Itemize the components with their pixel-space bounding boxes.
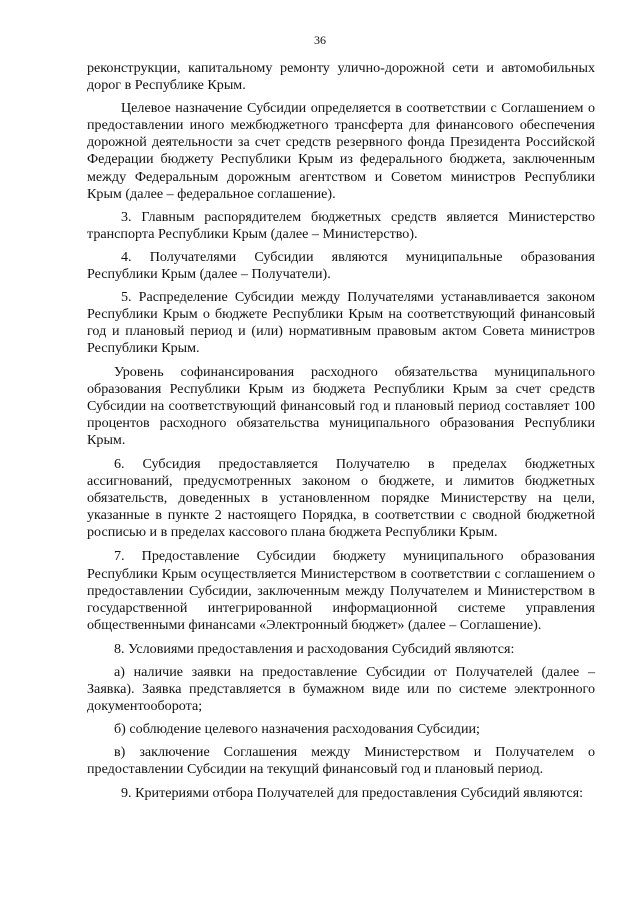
paragraph-item-8a: а) наличие заявки на предоставление Субсидии от Получателей (далее – Заявка). Заявка представляется в бумажном виде или по системе электронного документооборота; (87, 664, 595, 715)
paragraph-item-5: 5. Распределение Субсидии между Получателями устанавливается законом Республики Крым о бюджете Республики Крым на соответствующий финансовый год и плановый период и (или) нормативным правовым актом Совета министров Республики Крым. (87, 289, 595, 357)
page-number: 36 (314, 33, 326, 47)
paragraph-item-3: 3. Главным распорядителем бюджетных средств является Министерство транспорта Республики Крым (далее – Министерство). (87, 208, 595, 242)
paragraph-item-8c: в) заключение Соглашения между Министерством и Получателем о предоставлении Субсидии на текущий финансовый год и плановый период. (87, 744, 595, 778)
paragraph-cofinancing: Уровень софинансирования расходного обязательства муниципального образования Республики Крым из бюджета Республики Крым за счет средств Субсидии на соответствующий финансовый год и плановый период составляет 100 процентов расходного обязательства муниципального образования Республики Крым. (87, 363, 595, 448)
document-body (87, 60, 595, 802)
paragraph-item-6: 6. Субсидия предоставляется Получателю в пределах бюджетных ассигнований, предусмотренных законом о бюджете, и лимитов бюджетных обязательств, доведенных в установленном порядке Министерству на цели, указанные в пункте 2 настоящего Порядка, в соответствии с сводной бюджетной росписью и в пределах кассового плана бюджета Республики Крым. (87, 455, 595, 541)
paragraph-item-9: 9. Критериями отбора Получателей для предоставления Субсидий являются: (121, 784, 584, 801)
paragraph-target-purpose: Целевое назначение Субсидии определяется в соответствии с Соглашением о предоставлении иного межбюджетного трансферта для финансового обеспечения дорожной деятельности за счет средств резервного фонда Президента Российской Федерации бюджету Республики Крым из федерального бюджета, заключенным между Федеральным дорожным агентством и Советом министров Республики Крым (далее – федеральное соглашение). (87, 100, 595, 202)
paragraph-item-4: 4. Получателями Субсидии являются муниципальные образования Республики Крым (далее – Получатели). (87, 248, 595, 283)
paragraph-continuation: реконструкции, капитальному ремонту улично-дорожной сети и автомобильных дорог в Республике Крым. (87, 60, 595, 94)
paragraph-item-8b: б) соблюдение целевого назначения расходования Субсидии; (114, 721, 480, 738)
paragraph-item-8: 8. Условиями предоставления и расходования Субсидий являются: (114, 640, 515, 657)
paragraph-item-7: 7. Предоставление Субсидии бюджету муниципального образования Республики Крым осуществляется Министерством в соответствии с соглашением о предоставлении Субсидии, заключенным между Получателем и Министерством в государственной интегрированной информационной системе управления общественными финансами «Электронный бюджет» (далее – Соглашение). (87, 548, 595, 633)
